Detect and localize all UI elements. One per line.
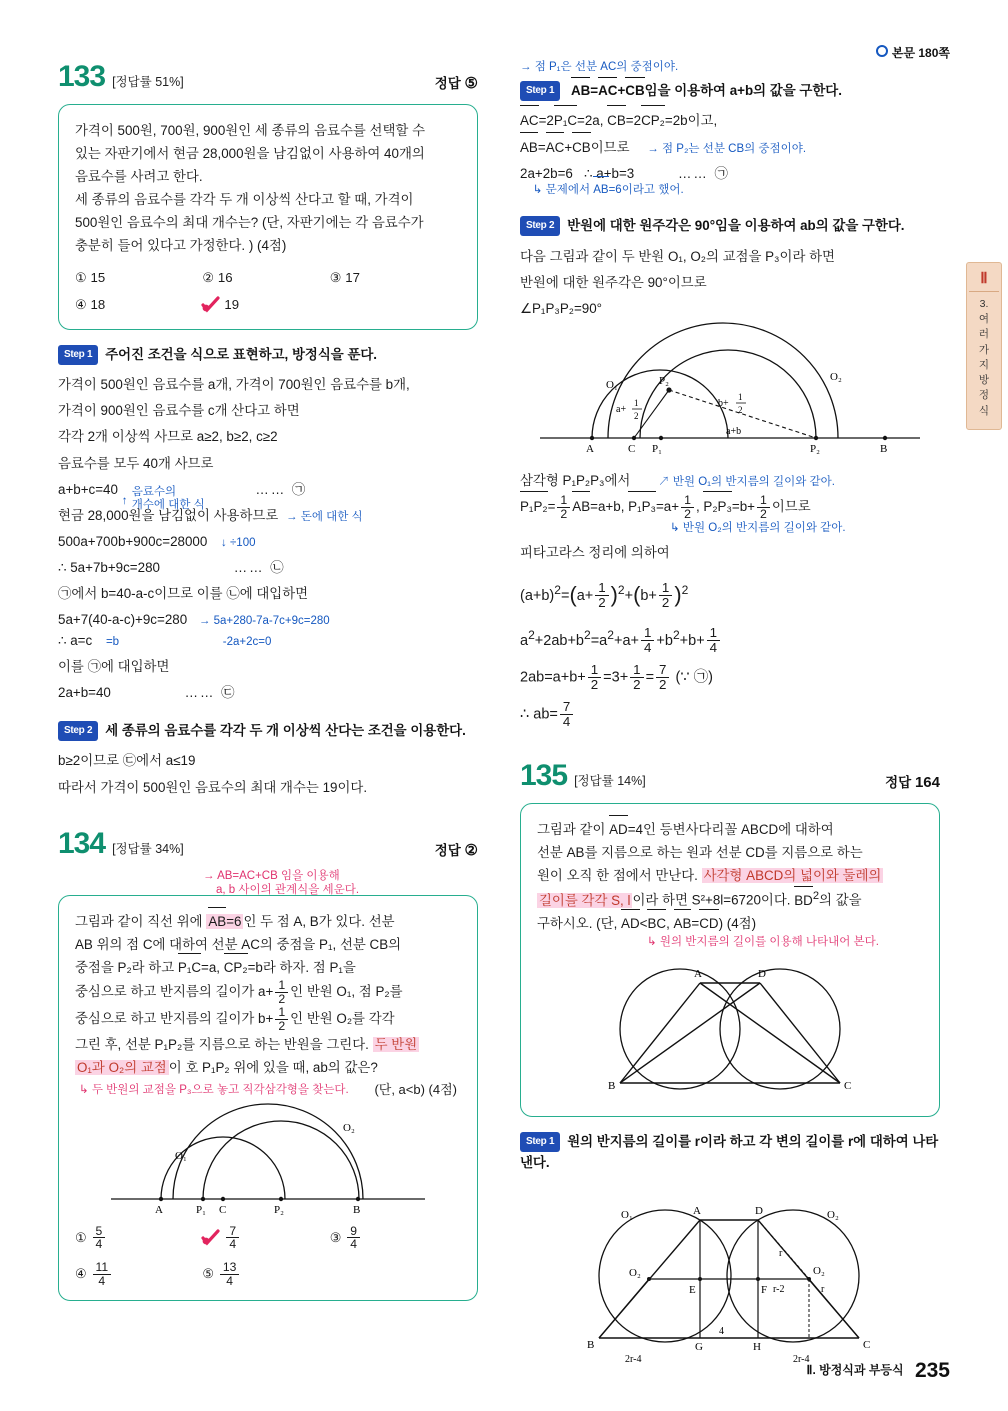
solution-line: 다음 그림과 같이 두 반원 O₁, O₂의 교점을 P₃이라 하면 [520,248,835,264]
red-annotation: a, b 사이의 관계식을 세운다. [216,883,360,896]
question-133-box [58,104,478,330]
problem-line: 가격이 500원, 700원, 900원인 세 종류의 음료수를 선택할 수 [75,123,425,138]
question-135-header [520,759,940,793]
solution-line: P₁P₂= $\frac{1}{2}$ AB=a+b, P₁P₃=a+ $\frac{1}{2}$ , P₂P₃=b+ $\frac{1}{2}$ 이므로 [520,493,811,522]
svg-text:1: 1 [738,392,743,403]
solution-line: 500a+700b+900c=28000 ↓ ÷100 [58,533,256,549]
highlight-area-perimeter-2: 길이를 각각 S, l [539,892,631,908]
svg-text:B: B [608,1079,616,1092]
solution-line: 이를 ㉠에 대입하면 [58,658,170,674]
question-number: 135 [520,759,568,793]
selected-answer-marker-icon [202,294,220,317]
svg-text:4: 4 [719,1325,724,1337]
question-133-header [58,60,478,94]
problem-line: 중심으로 하고 반지름의 길이가 b+ $\frac{1}{2}$ 인 반원 O₂를 각각 [75,1004,395,1033]
selected-answer-marker-icon [202,1227,220,1250]
q133r-step2: Step 2 반원에 대한 원주각은 90°임을 이용하여 ab의 값을 구한다. [520,215,940,236]
highlight-intersection-2: O₁과 O₂의 교점 [77,1059,167,1075]
svg-text:r: r [821,1283,825,1295]
svg-text:O₂: O₂ [813,1264,825,1277]
svg-text:B: B [880,443,888,456]
svg-text:2: 2 [738,405,743,416]
eq-mark: …… ㉢ [184,684,237,700]
figure-135-trapezoid-circles [570,961,890,1096]
svg-text:F: F [761,1283,768,1296]
svg-text:B: B [353,1203,361,1216]
choice-2[interactable]: $\frac{7}{4}$ [202,1225,329,1251]
answer-value: 164 [914,774,940,792]
chapter-side-tab [966,262,1002,430]
highlight-area-perimeter-1: 사각형 ABCD의 넓이와 둘레의 [703,868,882,884]
choice-4[interactable]: ④ $\frac{11}{4}$ [75,1261,202,1287]
problem-line: 500원인 음료수의 최대 개수는? (단, 자판기에는 각 음료수가 [75,215,424,231]
svg-text:2r-4: 2r-4 [625,1353,642,1365]
solution-line: 각각 2개 이상씩 사므로 a≥2, b≥2, c≥2 [58,429,278,445]
svg-text:C: C [219,1203,227,1216]
q133r-after-fig [520,468,940,729]
q133r-body2 [520,244,940,322]
choice-row-1 [75,1225,461,1251]
svg-text:O₂: O₂ [343,1121,355,1134]
svg-text:E: E [689,1283,696,1296]
blue-note: ↳ 반원 O₂의 반지름의 길이와 같아. [670,522,846,535]
solution-line: 음료수를 모두 40개 사므로 [58,455,214,471]
svg-text:A: A [586,443,594,456]
answer-badge: 정답 ② [434,841,478,859]
problem-line: 그림과 같이 AD=4인 등변사다리꼴 ABCD에 대하여 [537,818,923,841]
question-135-box [520,803,940,1116]
svg-text:H: H [753,1340,761,1353]
svg-text:P₁: P₁ [196,1203,206,1216]
solution-line: a+b+c=40 음료수의 개수에 대한 식 ↑ …… ㉠ [58,477,478,503]
solution-line: $(a+b)^2=(a+$ $\frac{1}{2}$ )$^2$+(b+ $\frac{1}{2}$ )$^2$ [520,580,689,611]
svg-text:b+: b+ [718,398,729,410]
correct-rate: [정답률 14%] [574,774,646,789]
blue-note: ↓ ÷100 [221,536,256,549]
svg-text:D: D [758,967,766,980]
right-column [520,40,940,1376]
figure-135-detailed [565,1188,895,1368]
step-badge: Step 1 [520,81,560,101]
chapter-title-vertical: 3. 여 러 가 지 방 정 식 [978,298,990,417]
solution-line: 반원에 대한 원주각은 90°이므로 [520,274,707,290]
svg-text:C: C [863,1338,871,1351]
problem-line: 길이를 각각 S, l 이라 하면 S²+8l=6720이다. $BD^2$의 값을 [537,887,923,912]
q133r-step1: Step 1 AB=AC+CB임을 이용하여 a+b의 값을 구한다. [520,80,940,101]
source-reference: 본문 180쪽 [876,44,950,61]
solution-line: 삼각형 P₁P₂P₃에서 ↗ 반원 O₁의 반지름의 길이와 같아. [520,473,835,489]
svg-text:P₂: P₂ [659,375,669,388]
svg-text:B: B [587,1338,595,1351]
page-footer [807,1359,950,1383]
solution-line: ∴ 5a+7b+9c=280 …… ㉡ [58,560,286,576]
problem-line: 중심으로 하고 반지름의 길이가 a+ $\frac{1}{2}$ 인 반원 O₁, 점 P₂를 [75,977,403,1006]
svg-text:r-2: r-2 [773,1283,785,1295]
svg-text:2: 2 [634,411,639,422]
q133-step1: Step 1 주어진 조건을 식으로 표현하고, 방정식을 푼다. [58,344,478,365]
blue-note: ↗ 반원 O₁의 반지름의 길이와 같아. [658,476,835,489]
red-annotation: ↳ 원의 반지름의 길이를 이용해 나타내어 본다. [647,935,879,948]
choice-3[interactable]: ③ 17 [329,270,360,286]
svg-text:O₂: O₂ [629,1266,641,1279]
highlight-intersection-1: 두 반원 [374,1036,418,1052]
choice-row-2 [75,294,461,317]
problem-line: 그림과 같이 직선 위에 AB=6 인 두 점 A, B가 있다. 선분 [75,910,461,933]
solution-line: 피타고라스 정리에 의하여 [520,544,670,560]
choice-1[interactable]: ① 15 [75,270,106,286]
solution-line: AB=AC+CB이므로 → 점 P₂는 선분 CB의 중점이야. [520,135,940,161]
problem-line: O₁과 O₂의 교점 이 호 P₁P₂ 위에 있을 때, ab의 값은? [77,1059,378,1075]
chapter-roman: Ⅱ [969,269,999,292]
answer-value: ⑤ [464,75,478,92]
problem-line: 그린 후, 선분 P₁P₂를 지름으로 하는 반원을 그린다. 두 반원 [75,1036,418,1052]
problem-line: 구하시오. (단, AD<BC, AB=CD) (4점) [537,912,923,935]
question-number: 133 [58,60,106,93]
solution-line: 2a+2b=6 ∴ a+b=3 …… ㉠ [520,165,730,181]
q133-solution-body [58,372,478,706]
problem-line: 중점을 P₂라 하고 P₁C=a, CP₂=b라 하자. 점 P₁을 [75,956,461,979]
step-badge: Step 2 [58,721,98,741]
problem-line: 원이 오직 한 점에서 만난다. 사각형 ABCD의 넓이와 둘레의 [537,868,882,884]
solution-line: 현금 28,000원을 남김없이 사용하므로 → 돈에 대한 식 [58,507,363,523]
svg-text:O₁: O₁ [175,1149,187,1162]
solution-line: ㉠에서 b=40-a-c이므로 이를 ㉡에 대입하면 [58,586,309,602]
solution-line: 2ab=a+b+ $\frac{1}{2}$ =3+ $\frac{1}{2}$ = $\frac{7}{2}$ (∵ ㉠) [520,662,713,693]
highlight-ab: AB=6 [206,914,243,929]
page-number: 235 [914,1359,950,1382]
blue-note: → 돈에 대한 식 [286,510,363,523]
svg-text:G: G [695,1340,703,1353]
problem-line: 충분히 들어 있다고 가정한다. ) (4점) [75,238,287,254]
svg-text:O₂: O₂ [830,371,842,384]
blue-note: 개수에 대한 식 [131,498,205,511]
svg-text:C: C [628,443,636,456]
answer-badge: 정답 ⑤ [434,75,478,92]
answer-value: ② [464,841,478,859]
solution-line: $a^2+2ab+b^2=a^2+a+$ $\frac{1}{4}$ $+b^2+b+$ $\frac{1}{4}$ [520,624,940,655]
choice-5[interactable]: 19 [202,294,329,317]
choice-2[interactable]: ② 16 [202,270,233,286]
footer-chapter: Ⅱ. 방정식과 부등식 [806,1363,904,1377]
solution-line: ∠P₁P₃P₂=90° [520,301,603,316]
choice-4[interactable]: ④ 18 [75,296,106,312]
problem-line: 음료수를 사려고 한다. [75,169,203,185]
choice-5[interactable]: ⑤ $\frac{13}{4}$ [202,1261,329,1287]
problem-line: 있는 자판기에서 현금 28,000원을 남김없이 사용하여 40개의 [75,146,425,162]
eq-mark: …… ㉡ [233,560,286,576]
eq-mark: …… ㉠ [677,165,730,181]
q133-conclusion [58,748,478,800]
choice-1[interactable]: ① $\frac{5}{4}$ [75,1225,202,1251]
svg-text:P₂: P₂ [274,1203,284,1216]
svg-text:a+: a+ [616,404,627,416]
problem-line: 선분 AB를 지름으로 하는 원과 선분 CD를 지름으로 하는 [537,845,863,861]
problem-line: AB 위의 점 C에 대하여 선분 AC의 중점을 P₁, 선분 CB의 [75,936,402,952]
svg-text:2r-4: 2r-4 [793,1353,810,1365]
solution-line: AC=2P₁C=2a, CB=2CP₂=2b이고, [520,108,940,134]
blue-note: → 점 P₁은 선분 AC의 중점이야. [520,61,679,73]
correct-rate: [정답률 34%] [112,841,184,856]
red-annotation: ↳ 두 반원의 교점을 P₃으로 놓고 직각삼각형을 찾는다. [79,1083,349,1096]
question-number: 134 [58,826,106,860]
eq-mark: …… ㉠ [255,481,308,497]
blue-note: -2a+2c=0 [222,635,272,648]
svg-text:O₁: O₁ [606,379,618,392]
step-badge: Step 1 [520,1132,560,1152]
question-134-header [58,827,478,861]
svg-text:D: D [755,1204,763,1217]
blue-note: → 5a+280-7a-7c+9c=280 [198,615,330,628]
choice-3[interactable]: ③ $\frac{9}{4}$ [330,1225,457,1251]
answer-badge: 정답 164 [885,774,940,792]
svg-text:A: A [155,1203,163,1216]
q133r-body [520,108,940,201]
solution-line: b≥2이므로 ㉢에서 a≤19 [58,753,196,769]
svg-text:a+b: a+b [726,426,742,438]
problem-line: 세 종류의 음료수를 각각 두 개 이상씩 산다고 할 때, 가격이 [75,192,414,208]
solution-line: ∴ a=c =b -2a+2c=0 [58,632,272,648]
solution-line: ∴ ab= $\frac{7}{4}$ [520,700,940,729]
solution-line: 5a+7(40-a-c)+9c=280 → 5a+280-7a-7c+9c=280 [58,612,330,628]
svg-text:r: r [779,1247,783,1259]
svg-text:C: C [844,1079,852,1092]
correct-rate: [정답률 51%] [112,75,184,89]
svg-text:1: 1 [634,398,639,409]
svg-text:O₁: O₁ [621,1208,633,1221]
choice-row-1 [75,267,461,290]
q133-step2: Step 2 세 종류의 음료수를 각각 두 개 이상씩 산다는 조건을 이용한다. [58,720,478,741]
step-badge: Step 2 [520,216,560,236]
figure-133-semicircles [530,330,930,460]
solution-line: 2a+b=40 …… ㉢ [58,684,237,700]
solution-line: 따라서 가격이 500원인 음료수의 최대 개수는 19이다. [58,779,368,795]
svg-text:P₂: P₂ [810,443,820,456]
red-annotation: → AB=AC+CB 임을 이용해 [203,869,340,882]
problem-condition: (단, a<b) (4점) [374,1081,457,1097]
choice-row-2 [75,1261,461,1287]
blue-note: → 점 P₂는 선분 CB의 중점이야. [647,142,807,155]
svg-text:O₂: O₂ [827,1208,839,1221]
blue-note: 음료수의 [131,485,177,498]
solution-line: 가격이 500원인 음료수를 a개, 가격이 700원인 음료수를 b개, [58,377,410,393]
solution-line: 가격이 900원인 음료수를 c개 산다고 하면 [58,403,300,419]
svg-text:A: A [694,967,702,980]
q135-step1: Step 1 원의 반지름의 길이를 r이라 하고 각 변의 길이를 r에 대하여 나타낸다. [520,1133,939,1171]
step-badge: Step 1 [58,345,98,365]
figure-134-semicircles [103,1107,433,1217]
svg-text:P₁: P₁ [652,443,662,456]
left-column [58,60,478,1301]
svg-text:A: A [693,1204,701,1217]
question-134-box [58,895,478,1301]
blue-note: =b [105,635,120,648]
blue-note: ↳ 문제에서 AB=6이라고 했어. [520,179,940,201]
